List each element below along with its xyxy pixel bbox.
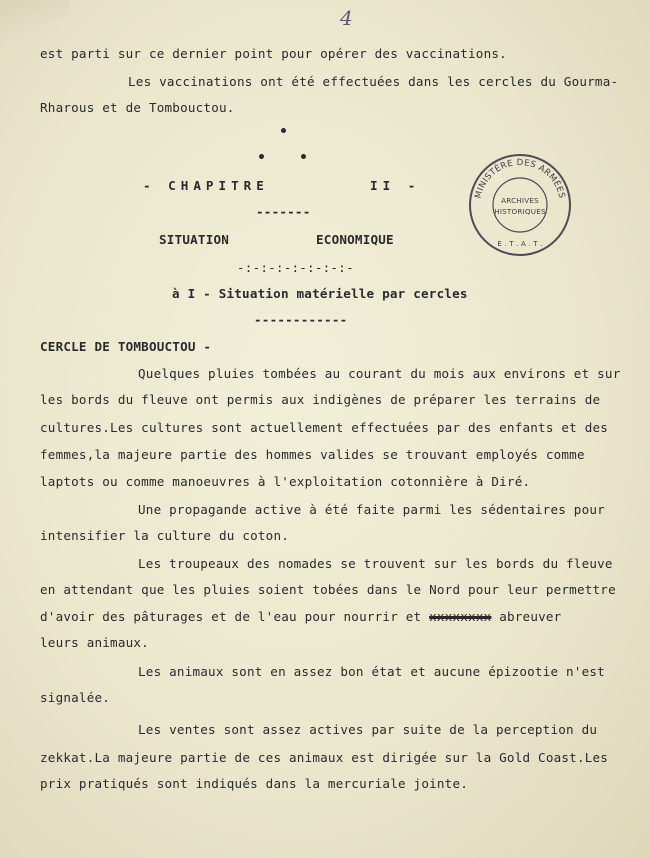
p1-line-2: les bords du fleuve ont permis aux indigènes de préparer les terrains de	[40, 392, 601, 407]
stamp-bottom-text: E . T . A . T .	[497, 240, 543, 248]
ornament-dot-right	[301, 154, 306, 159]
p1-line-1: Quelques pluies tombées au courant du mois aux environs et sur	[138, 366, 621, 381]
p3-line-3-tail: abreuver	[499, 609, 562, 624]
stamp-inner-line-2: HISTORIQUES	[494, 207, 546, 216]
chapter-underline: -------	[256, 204, 311, 219]
p1-line-5: laptots ou comme manoeuvres à l'exploitation cotonnière à Diré.	[40, 474, 531, 489]
title-economique: ECONOMIQUE	[316, 232, 394, 247]
p2-line-2: intensifier la culture du coton.	[40, 528, 290, 543]
subtitle: à I - Situation matérielle par cercles	[172, 286, 468, 301]
p5-line-2: zekkat.La majeure partie de ces animaux est dirigée sur la Gold Coast.Les	[40, 750, 609, 765]
p3-line-4: leurs animaux.	[40, 635, 149, 650]
archives-stamp	[466, 151, 574, 259]
intro-line-3: Rharous et de Tombouctou.	[40, 100, 235, 115]
struck-word: xxxxxxxx	[429, 609, 492, 624]
folded-corner	[0, 0, 70, 40]
p1-line-4: femmes,la majeure partie des hommes valides se trouvant employés comme	[40, 447, 585, 462]
p3-line-3-text: d'avoir des pâturages et de l'eau pour nourrir et	[40, 609, 422, 624]
p3-line-1: Les troupeaux des nomades se trouvent sur les bords du fleuve	[138, 556, 613, 571]
stamp-inner-line-1: ARCHIVES	[501, 196, 539, 205]
subtitle-underline: ------------	[254, 312, 348, 327]
p1-line-3: cultures.Les cultures sont actuellement effectuées par des enfants et des	[40, 420, 609, 435]
title-situation: SITUATION	[159, 232, 230, 247]
separator-line: -:-:-:-:-:-:-:-	[237, 260, 354, 275]
p5-line-1: Les ventes sont assez actives par suite de la perception du	[138, 722, 598, 737]
chapter-word: - CHAPITRE	[143, 178, 269, 193]
p5-line-3: prix pratiqués sont indiqués dans la mercuriale jointe.	[40, 776, 469, 791]
p4-line-2: signalée.	[40, 690, 111, 705]
page-number: 4	[340, 6, 353, 30]
p3-line-3	[40, 609, 561, 624]
chapter-number: II -	[370, 178, 421, 193]
p2-line-1: Une propagande active à été faite parmi les sédentaires pour	[138, 502, 605, 517]
intro-line-2: Les vaccinations ont été effectuées dans les cercles du Gourma-	[128, 74, 619, 89]
p3-line-2: en attendant que les pluies soient tobées dans le Nord pour leur permettre	[40, 582, 616, 597]
stamp-outer-text: MINISTÈRE DES ARMÉES	[473, 157, 567, 200]
section-heading: CERCLE DE TOMBOUCTOU -	[40, 339, 212, 354]
ornament-dot-left	[259, 154, 264, 159]
intro-line-1: est parti sur ce dernier point pour opérer des vaccinations.	[40, 46, 507, 61]
svg-text:MINISTÈRE DES ARMÉES	[473, 158, 566, 200]
p4-line-1: Les animaux sont en assez bon état et aucune épizootie n'est	[138, 664, 605, 679]
ornament-dot-top	[281, 128, 286, 133]
